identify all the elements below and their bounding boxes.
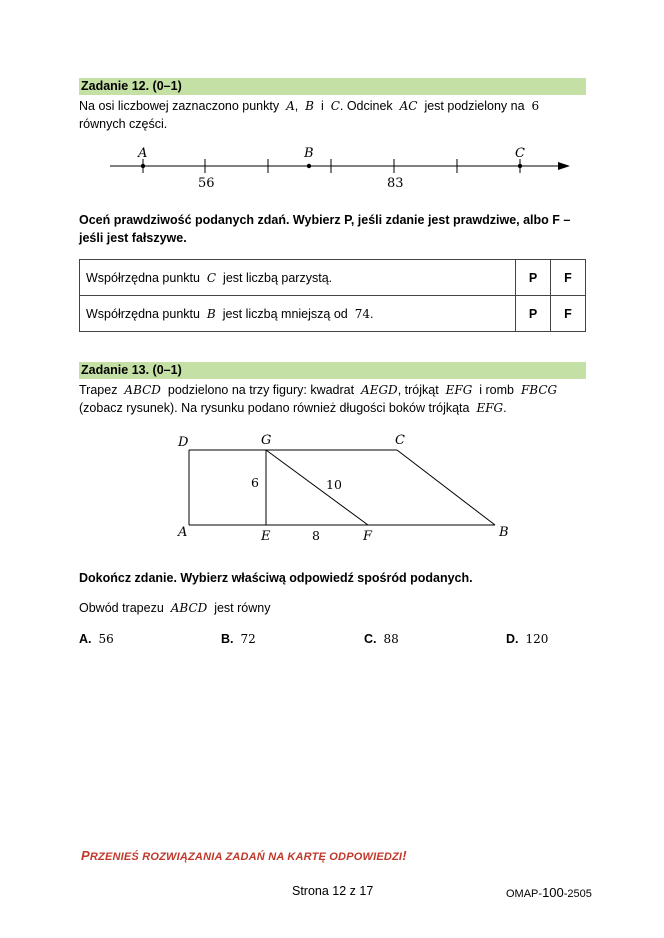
statement-end: .	[369, 306, 374, 321]
point-a-dot	[141, 164, 145, 168]
vertex-c: C	[395, 433, 405, 448]
question-text: Obwód trapezu	[79, 601, 164, 615]
vertex-b: B	[499, 525, 509, 540]
length-gf: 10	[326, 477, 342, 492]
statement-text	[80, 260, 516, 296]
intro-text: .	[503, 401, 507, 415]
length-eg: 6	[251, 475, 259, 490]
answer-value: 88	[383, 632, 399, 646]
axis-arrow	[558, 162, 570, 170]
length-ef: 8	[312, 528, 320, 543]
intro-text: Na osi liczbowej zaznaczono punkty	[79, 99, 280, 113]
var-a: A	[286, 99, 295, 113]
statement-row	[80, 296, 586, 332]
vertex-d: D	[178, 435, 189, 450]
option-f[interactable]: F	[551, 260, 586, 296]
intro-text: i romb	[479, 383, 514, 397]
page-number: Strona 12 z 17	[292, 884, 374, 898]
note-text: RZENIEŚ ROZWIĄZANIA ZADAŃ NA KARTĘ ODPOWIEDZI	[89, 851, 403, 863]
tick-label-83: 83	[387, 176, 404, 191]
true-false-table	[79, 259, 586, 332]
var-aegd: AEGD	[361, 383, 398, 397]
task-13-intro	[79, 381, 586, 417]
intro-text: jest podzielony na	[424, 99, 525, 113]
var-efg: EFG	[476, 401, 504, 415]
conj: i	[320, 99, 324, 113]
statement-var: B	[206, 306, 216, 321]
task-12-instruction: Oceń prawdziwość podanych zdań. Wybierz P, jeśli zdanie jest prawdziwe, albo F – jeśli jest fałszywe.	[79, 213, 571, 245]
statement-pre: Współrzędna punktu	[86, 270, 200, 285]
intro-text: Trapez	[79, 383, 118, 397]
option-p[interactable]: P	[516, 260, 551, 296]
task-12-intro	[79, 97, 586, 133]
option-p[interactable]: P	[516, 296, 551, 332]
answer-letter: C.	[364, 632, 377, 646]
vertex-a: A	[178, 525, 188, 540]
task-13-instruction: Dokończ zdanie. Wybierz właściwą odpowiedź spośród podanych.	[79, 571, 473, 585]
statement-post: jest liczbą mniejszą od	[222, 306, 348, 321]
answer-value: 56	[98, 632, 114, 646]
answer-option-d[interactable]	[506, 632, 548, 646]
var-fbcg: FBCG	[520, 383, 558, 397]
label-a: A	[138, 146, 148, 161]
num-six: 6	[531, 99, 540, 113]
task-13-question	[79, 599, 586, 617]
answer-letter: D.	[506, 632, 519, 646]
var-abcd: ABCD	[124, 383, 161, 397]
code-suffix: -2505	[563, 888, 592, 900]
intro-text: , trójkąt	[397, 383, 439, 397]
vertex-g: G	[261, 433, 272, 448]
statement-var: C	[206, 270, 217, 285]
answer-value: 72	[240, 632, 256, 646]
intro-text: . Odcinek	[339, 99, 393, 113]
var-efg: EFG	[445, 383, 473, 397]
label-c: C	[515, 146, 525, 161]
point-c-dot	[518, 164, 522, 168]
vertex-e: E	[261, 529, 271, 544]
statement-pre: Współrzędna punktu	[86, 306, 200, 321]
intro-text: równych części.	[79, 117, 168, 131]
side-cb	[397, 450, 495, 525]
var-c: C	[330, 99, 340, 113]
intro-text: (zobacz rysunek). Na rysunku podano również długości boków trójkąta	[79, 401, 470, 415]
task-12-header: Zadanie 12. (0–1)	[79, 78, 586, 95]
note-exclamation: !	[402, 848, 407, 863]
var-ac: AC	[399, 99, 418, 113]
answer-options	[79, 632, 599, 650]
point-b-dot	[307, 164, 311, 168]
var-b: B	[305, 99, 314, 113]
number-line	[100, 140, 580, 195]
task-13-header: Zadanie 13. (0–1)	[79, 362, 586, 379]
answer-option-b[interactable]	[221, 632, 256, 646]
tick-label-56: 56	[198, 176, 215, 191]
label-b: B	[304, 146, 314, 161]
statement-num: 74	[354, 306, 370, 321]
comma: ,	[294, 99, 299, 113]
segment-gf	[266, 450, 368, 525]
statement-row	[80, 260, 586, 296]
answer-option-c[interactable]	[364, 632, 399, 646]
transfer-answers-note	[81, 848, 407, 863]
var-abcd: ABCD	[170, 601, 208, 615]
answer-option-a[interactable]	[79, 632, 114, 646]
option-f[interactable]: F	[551, 296, 586, 332]
vertex-f: F	[363, 529, 373, 544]
trapezoid-figure	[170, 428, 515, 548]
code-main: 100	[542, 885, 564, 900]
note-initial: P	[81, 848, 90, 863]
intro-text: podzielono na trzy figury: kwadrat	[167, 383, 355, 397]
statement-post: jest liczbą parzystą.	[223, 270, 333, 285]
answer-value: 120	[525, 632, 549, 646]
answer-letter: A.	[79, 632, 92, 646]
answer-letter: B.	[221, 632, 234, 646]
statement-text	[80, 296, 516, 332]
exam-code	[506, 885, 592, 900]
code-prefix: OMAP-	[506, 888, 543, 900]
question-text: jest równy	[214, 601, 271, 615]
